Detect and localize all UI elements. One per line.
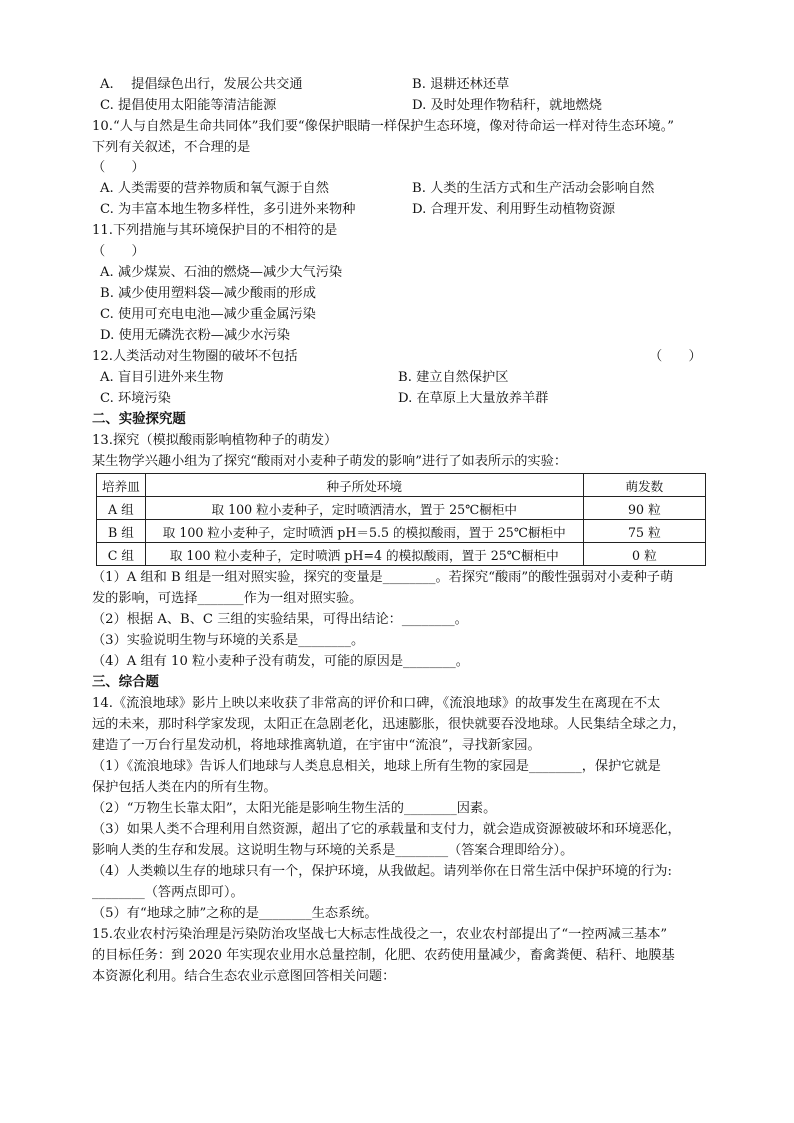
q14-passage-line2: 远的未来，那时科学家发现，太阳正在急剧老化，迅速膨胀，很快就要吞没地球。人民集结全球之力， [92,717,686,732]
table-cell-environment: 取 100 粒小麦种子，定时喷洒清水，置于 25℃橱柜中 [145,497,583,520]
q9-option-d: D. 及时处理作物秸秆，就地燃烧 [412,98,602,113]
q9-option-c: C. 提倡使用太阳能等清洁能源 [100,98,277,113]
q13-sub2: （2）根据 A、B、C 三组的实验结果，可得出结论：________。 [92,612,468,627]
q11-option-a: A. 减少煤炭、石油的燃烧—减少大气污染 [100,265,343,280]
table-header-germination: 萌发数 [583,474,705,497]
table-header-dish: 培养皿 [97,474,146,497]
q10-option-d: D. 合理开发、利用野生动植物资源 [412,202,616,217]
q12-option-c: C. 环境污染 [100,391,171,406]
q11-answer-paren: （ ） [92,244,145,259]
q12-stem: 12.人类活动对生物圈的破坏不包括 [92,349,298,364]
q14-sub5: （5）有“地球之肺”之称的是________生态系统。 [92,906,378,921]
q14-passage-line3: 建造了一万台行星发动机，将地球推离轨道，在宇宙中“流浪”，寻找新家园。 [92,738,541,753]
q10-stem-line1: 10.“人与自然是生命共同体”我们要“像保护眼睛一样保护生态环境，像对待命运一样对待生态环境。” [92,119,675,134]
q14-sub2: （2）“万物生长靠太阳”，太阳光能是影响生物生活的________因素。 [92,801,497,816]
q14-sub3-line1: （3）如果人类不合理利用自然资源，超出了它的承载量和支付力，就会造成资源被破坏和环境恶化， [92,822,681,837]
table-row [97,497,706,520]
q13-sub1-line1: （1）A 组和 B 组是一组对照实验，探究的变量是________。若探究“酸雨”的酸性强弱对小麦种子萌 [92,570,674,585]
q13-intro: 某生物学兴趣小组为了探究“酸雨对小麦种子萌发的影响”进行了如表所示的实验： [92,454,568,469]
q13-sub3: （3）实验说明生物与环境的关系是________。 [92,633,365,648]
q10-stem-line2: 下列有关叙述，不合理的是 [92,140,251,155]
q9-option-b: B. 退耕还林还草 [412,77,510,92]
q14-sub1-line1: （1）《流浪地球》告诉人们地球与人类息息相关，地球上所有生物的家园是________，保护它就是 [92,759,661,774]
q14-sub4-line1: （4）人类赖以生存的地球只有一个，保护环境，从我做起。请列举你在日常生活中保护环境的行为: [92,864,672,879]
table-cell-count: 0 粒 [583,543,705,566]
q15-passage-line2: 的目标任务：到 2020 年实现农业用水总量控制，化肥、农药使用量减少，畜禽粪便、秸秆、地膜基 [92,948,675,963]
q12-answer-paren: （ ） [649,349,702,364]
table-cell-environment: 取 100 粒小麦种子，定时喷洒 pH=4 的模拟酸雨，置于 25℃橱柜中 [145,543,583,566]
q15-passage-line1: 15.农业农村污染治理是污染防治攻坚战七大标志性战役之一，农业农村部提出了“一控两减三基本” [92,927,668,942]
q11-option-b: B. 减少使用塑料袋—减少酸雨的形成 [100,286,316,301]
table-cell-count: 90 粒 [583,497,705,520]
q13-sub1-line2: 发的影响，可选择_______作为一组对照实验。 [92,591,363,606]
table-header-row [97,474,706,497]
q13-title: 13.探究（模拟酸雨影响植物种子的萌发） [92,433,338,448]
table-header-environment: 种子所处环境 [145,474,583,497]
q12-option-d: D. 在草原上大量放养羊群 [398,391,549,406]
q10-option-c: C. 为丰富本地生物多样性，多引进外来物种 [100,202,356,217]
q13-sub4: （4）A 组有 10 粒小麦种子没有萌发，可能的原因是________。 [92,654,469,669]
q12-option-b: B. 建立自然保护区 [398,370,509,385]
q11-option-d: D. 使用无磷洗衣粉—减少水污染 [100,328,290,343]
q15-passage-line3: 本资源化利用。结合生态农业示意图回答相关问题： [92,969,396,984]
table-row [97,520,706,543]
table-cell-group: A 组 [97,497,146,520]
table-cell-group: C 组 [97,543,146,566]
q14-sub4-line2: ________（答两点即可）。 [92,885,244,900]
section-heading-experiment: 二、实验探究题 [92,412,186,427]
q9-option-a: A. 提倡绿色出行，发展公共交通 [100,77,303,92]
q10-answer-paren: （ ） [92,160,145,175]
section-heading-comprehensive: 三、综合题 [92,675,159,690]
q10-option-b: B. 人类的生活方式和生产活动会影响自然 [412,181,655,196]
table-cell-count: 75 粒 [583,520,705,543]
table-row [97,543,706,566]
table-cell-environment: 取 100 粒小麦种子，定时喷洒 pH＝5.5 的模拟酸雨，置于 25℃橱柜中 [145,520,583,543]
q11-stem: 11.下列措施与其环境保护目的不相符的是 [92,223,338,238]
table-cell-group: B 组 [97,520,146,543]
q14-passage-line1: 14.《流浪地球》影片上映以来收获了非常高的评价和口碑，《流浪地球》的故事发生在离现在不太 [92,696,661,711]
q14-sub1-line2: 保护包括人类在内的所有生物。 [92,780,277,795]
q10-option-a: A. 人类需要的营养物质和氧气源于自然 [100,181,329,196]
q12-option-a: A. 盲目引进外来生物 [100,370,224,385]
experiment-table [96,473,706,566]
q14-sub3-line2: 影响人类的生存和发展。这说明生物与环境的关系是________（答案合理即给分）。 [92,843,574,858]
q11-option-c: C. 使用可充电电池—减少重金属污染 [100,307,316,322]
